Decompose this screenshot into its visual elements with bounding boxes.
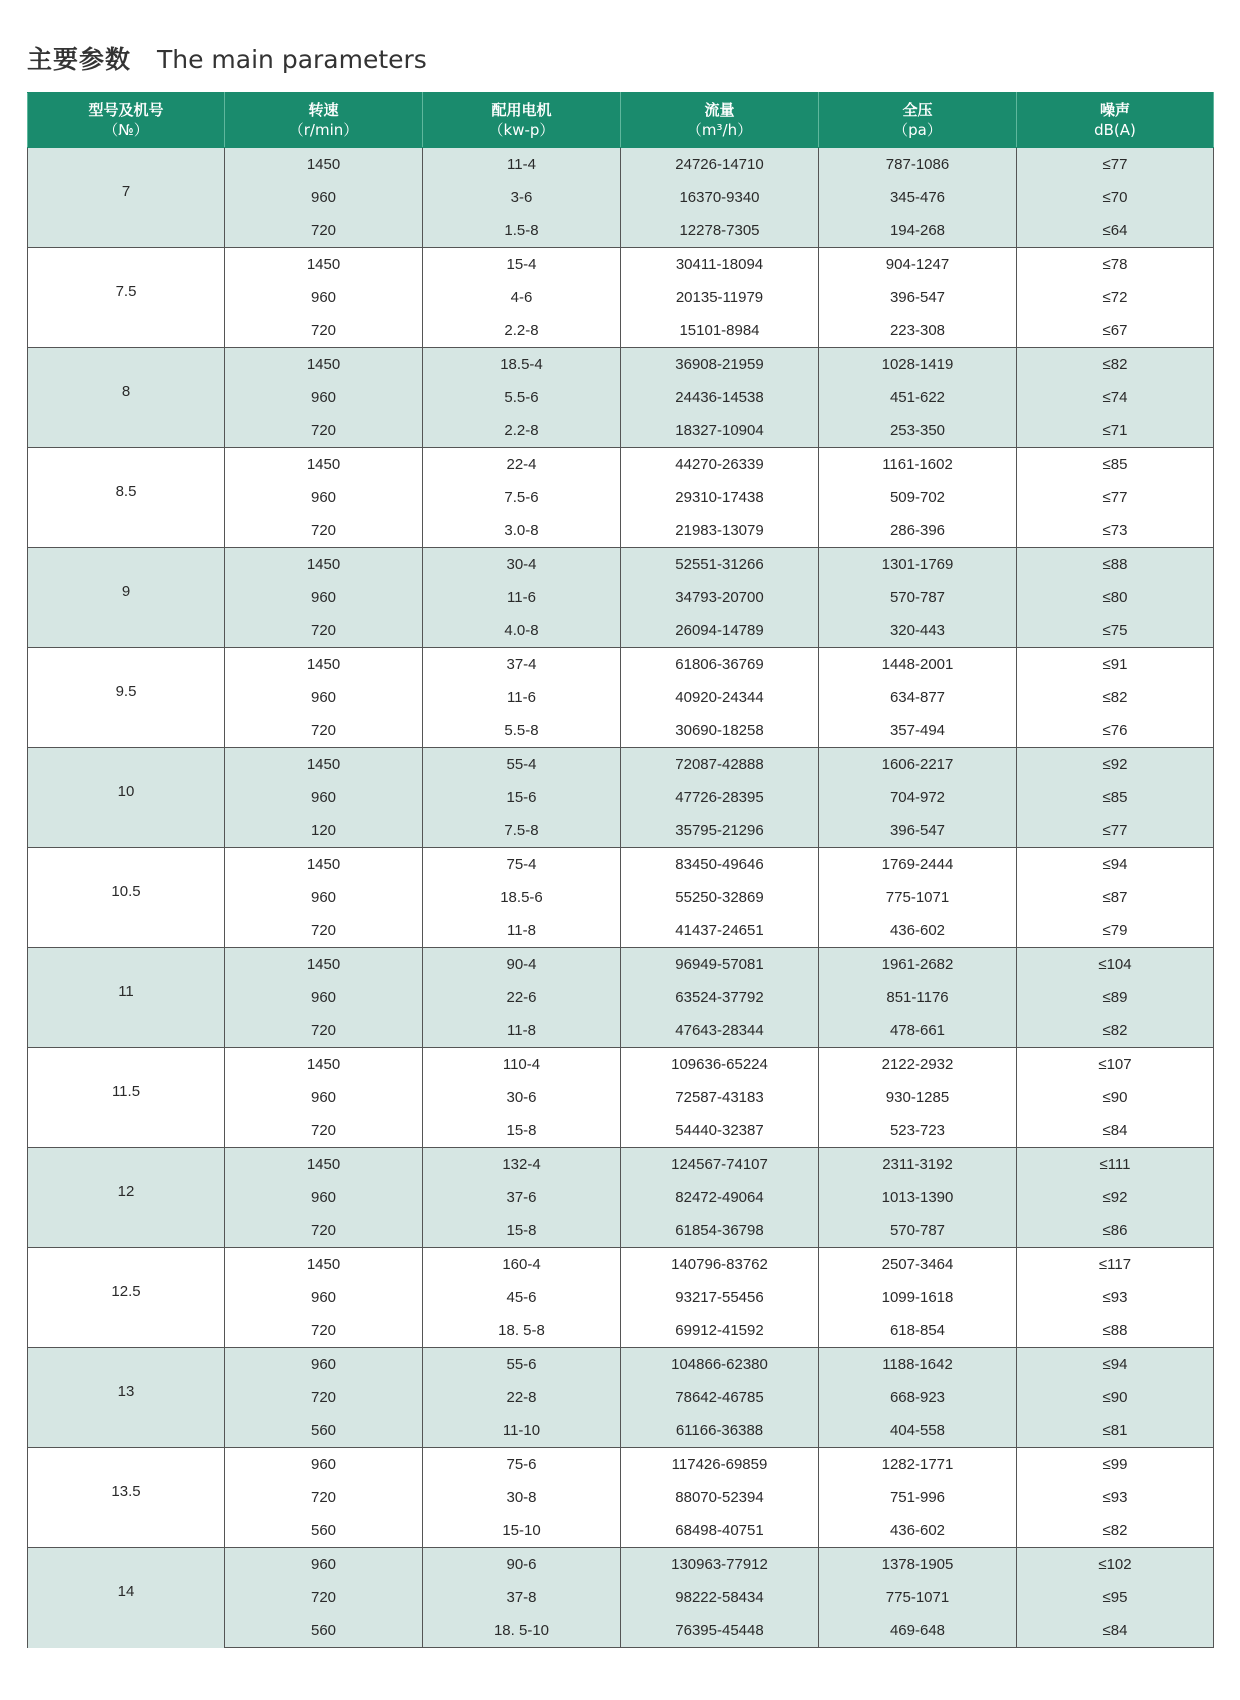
- noise-cell: ≤73: [1017, 514, 1214, 548]
- model-group: [28, 848, 1214, 948]
- pressure-cell: 775-1071: [819, 881, 1017, 914]
- speed-cell: 560: [225, 1514, 423, 1548]
- flow-cell: 54440-32387: [621, 1114, 819, 1148]
- model-cell: 13.5: [28, 1448, 225, 1548]
- motor-cell: 4.0-8: [423, 614, 621, 648]
- col-header-unit: （№）: [103, 121, 149, 139]
- speed-cell: 1450: [225, 948, 423, 982]
- speed-cell: 1450: [225, 1148, 423, 1182]
- model-cell: 7.5: [28, 248, 225, 348]
- flow-cell: 30411-18094: [621, 248, 819, 282]
- motor-cell: 3.0-8: [423, 514, 621, 548]
- model-group: [28, 148, 1214, 248]
- noise-cell: ≤91: [1017, 648, 1214, 682]
- flow-cell: 61806-36769: [621, 648, 819, 682]
- pressure-cell: 930-1285: [819, 1081, 1017, 1114]
- speed-cell: 720: [225, 1381, 423, 1414]
- table-row: [28, 848, 1214, 882]
- flow-cell: 55250-32869: [621, 881, 819, 914]
- motor-cell: 30-6: [423, 1081, 621, 1114]
- motor-cell: 90-4: [423, 948, 621, 982]
- noise-cell: ≤76: [1017, 714, 1214, 748]
- model-group: [28, 648, 1214, 748]
- col-header-noise: [1017, 93, 1214, 148]
- pressure-cell: 904-1247: [819, 248, 1017, 282]
- pressure-cell: 704-972: [819, 781, 1017, 814]
- pressure-cell: 618-854: [819, 1314, 1017, 1348]
- noise-cell: ≤80: [1017, 581, 1214, 614]
- motor-cell: 15-4: [423, 248, 621, 282]
- motor-cell: 11-8: [423, 914, 621, 948]
- speed-cell: 960: [225, 881, 423, 914]
- motor-cell: 11-6: [423, 581, 621, 614]
- noise-cell: ≤85: [1017, 781, 1214, 814]
- motor-cell: 4-6: [423, 281, 621, 314]
- noise-cell: ≤90: [1017, 1081, 1214, 1114]
- motor-cell: 18.5-6: [423, 881, 621, 914]
- motor-cell: 11-8: [423, 1014, 621, 1048]
- pressure-cell: 286-396: [819, 514, 1017, 548]
- flow-cell: 96949-57081: [621, 948, 819, 982]
- motor-cell: 22-8: [423, 1381, 621, 1414]
- col-header-flow: [621, 93, 819, 148]
- noise-cell: ≤93: [1017, 1281, 1214, 1314]
- speed-cell: 720: [225, 1214, 423, 1248]
- col-header-unit: dB(A): [1094, 121, 1136, 139]
- pressure-cell: 320-443: [819, 614, 1017, 648]
- pressure-cell: 1448-2001: [819, 648, 1017, 682]
- model-group: [28, 448, 1214, 548]
- model-cell: 9: [28, 548, 225, 648]
- speed-cell: 1450: [225, 348, 423, 382]
- pressure-cell: 469-648: [819, 1614, 1017, 1648]
- speed-cell: 1450: [225, 748, 423, 782]
- noise-cell: ≤117: [1017, 1248, 1214, 1282]
- flow-cell: 44270-26339: [621, 448, 819, 482]
- noise-cell: ≤88: [1017, 548, 1214, 582]
- model-cell: 9.5: [28, 648, 225, 748]
- pressure-cell: 1028-1419: [819, 348, 1017, 382]
- motor-cell: 22-4: [423, 448, 621, 482]
- model-cell: 10: [28, 748, 225, 848]
- pressure-cell: 357-494: [819, 714, 1017, 748]
- pressure-cell: 404-558: [819, 1414, 1017, 1448]
- flow-cell: 82472-49064: [621, 1181, 819, 1214]
- speed-cell: 960: [225, 1448, 423, 1482]
- flow-cell: 21983-13079: [621, 514, 819, 548]
- flow-cell: 16370-9340: [621, 181, 819, 214]
- pressure-cell: 1606-2217: [819, 748, 1017, 782]
- speed-cell: 1450: [225, 848, 423, 882]
- pressure-cell: 2311-3192: [819, 1148, 1017, 1182]
- motor-cell: 37-6: [423, 1181, 621, 1214]
- flow-cell: 40920-24344: [621, 681, 819, 714]
- speed-cell: 1450: [225, 1248, 423, 1282]
- noise-cell: ≤89: [1017, 981, 1214, 1014]
- noise-cell: ≤74: [1017, 381, 1214, 414]
- speed-cell: 1450: [225, 548, 423, 582]
- pressure-cell: 751-996: [819, 1481, 1017, 1514]
- noise-cell: ≤99: [1017, 1448, 1214, 1482]
- noise-cell: ≤85: [1017, 448, 1214, 482]
- model-group: [28, 948, 1214, 1048]
- pressure-cell: 1161-1602: [819, 448, 1017, 482]
- noise-cell: ≤84: [1017, 1614, 1214, 1648]
- flow-cell: 52551-31266: [621, 548, 819, 582]
- model-cell: 8.5: [28, 448, 225, 548]
- pressure-cell: 668-923: [819, 1381, 1017, 1414]
- col-header-unit: （r/min）: [288, 121, 359, 139]
- speed-cell: 720: [225, 714, 423, 748]
- table-row: [28, 148, 1214, 182]
- flow-cell: 78642-46785: [621, 1381, 819, 1414]
- parameters-table: [27, 92, 1214, 1648]
- table-row: [28, 748, 1214, 782]
- flow-cell: 83450-49646: [621, 848, 819, 882]
- speed-cell: 1450: [225, 648, 423, 682]
- motor-cell: 132-4: [423, 1148, 621, 1182]
- col-header-label: 噪声: [1099, 101, 1130, 119]
- speed-cell: 560: [225, 1414, 423, 1448]
- noise-cell: ≤70: [1017, 181, 1214, 214]
- col-header-unit: （pa）: [893, 121, 942, 139]
- motor-cell: 45-6: [423, 1281, 621, 1314]
- flow-cell: 35795-21296: [621, 814, 819, 848]
- speed-cell: 720: [225, 1581, 423, 1614]
- flow-cell: 72587-43183: [621, 1081, 819, 1114]
- table-row: [28, 1448, 1214, 1482]
- table-row: [28, 1248, 1214, 1282]
- speed-cell: 1450: [225, 1048, 423, 1082]
- motor-cell: 37-4: [423, 648, 621, 682]
- model-cell: 14: [28, 1548, 225, 1648]
- flow-cell: 98222-58434: [621, 1581, 819, 1614]
- table-row: [28, 648, 1214, 682]
- model-cell: 10.5: [28, 848, 225, 948]
- noise-cell: ≤78: [1017, 248, 1214, 282]
- model-group: [28, 748, 1214, 848]
- col-header-speed: [225, 93, 423, 148]
- speed-cell: 720: [225, 1014, 423, 1048]
- model-group: [28, 1448, 1214, 1548]
- flow-cell: 69912-41592: [621, 1314, 819, 1348]
- flow-cell: 41437-24651: [621, 914, 819, 948]
- noise-cell: ≤75: [1017, 614, 1214, 648]
- motor-cell: 18. 5-8: [423, 1314, 621, 1348]
- table-row: [28, 948, 1214, 982]
- pressure-cell: 194-268: [819, 214, 1017, 248]
- motor-cell: 55-4: [423, 748, 621, 782]
- pressure-cell: 1188-1642: [819, 1348, 1017, 1382]
- speed-cell: 720: [225, 914, 423, 948]
- table-row: [28, 248, 1214, 282]
- speed-cell: 720: [225, 314, 423, 348]
- pressure-cell: 1769-2444: [819, 848, 1017, 882]
- speed-cell: 960: [225, 1081, 423, 1114]
- flow-cell: 36908-21959: [621, 348, 819, 382]
- flow-cell: 24726-14710: [621, 148, 819, 182]
- motor-cell: 11-4: [423, 148, 621, 182]
- noise-cell: ≤94: [1017, 1348, 1214, 1382]
- motor-cell: 18.5-4: [423, 348, 621, 382]
- flow-cell: 30690-18258: [621, 714, 819, 748]
- flow-cell: 12278-7305: [621, 214, 819, 248]
- speed-cell: 960: [225, 281, 423, 314]
- noise-cell: ≤82: [1017, 348, 1214, 382]
- speed-cell: 720: [225, 214, 423, 248]
- flow-cell: 124567-74107: [621, 1148, 819, 1182]
- motor-cell: 55-6: [423, 1348, 621, 1382]
- flow-cell: 61854-36798: [621, 1214, 819, 1248]
- motor-cell: 15-10: [423, 1514, 621, 1548]
- pressure-cell: 396-547: [819, 281, 1017, 314]
- noise-cell: ≤82: [1017, 1014, 1214, 1048]
- noise-cell: ≤107: [1017, 1048, 1214, 1082]
- motor-cell: 15-8: [423, 1214, 621, 1248]
- motor-cell: 2.2-8: [423, 314, 621, 348]
- pressure-cell: 634-877: [819, 681, 1017, 714]
- table-row: [28, 1548, 1214, 1582]
- motor-cell: 30-8: [423, 1481, 621, 1514]
- speed-cell: 960: [225, 781, 423, 814]
- motor-cell: 30-4: [423, 548, 621, 582]
- noise-cell: ≤77: [1017, 481, 1214, 514]
- pressure-cell: 523-723: [819, 1114, 1017, 1148]
- col-header-motor: [423, 93, 621, 148]
- noise-cell: ≤81: [1017, 1414, 1214, 1448]
- noise-cell: ≤77: [1017, 148, 1214, 182]
- pressure-cell: 223-308: [819, 314, 1017, 348]
- col-header-pressure: [819, 93, 1017, 148]
- speed-cell: 960: [225, 581, 423, 614]
- noise-cell: ≤79: [1017, 914, 1214, 948]
- motor-cell: 2.2-8: [423, 414, 621, 448]
- page-title: [27, 40, 427, 76]
- pressure-cell: 253-350: [819, 414, 1017, 448]
- pressure-cell: 570-787: [819, 1214, 1017, 1248]
- noise-cell: ≤67: [1017, 314, 1214, 348]
- motor-cell: 11-10: [423, 1414, 621, 1448]
- pressure-cell: 436-602: [819, 1514, 1017, 1548]
- model-cell: 7: [28, 148, 225, 248]
- speed-cell: 960: [225, 681, 423, 714]
- flow-cell: 76395-45448: [621, 1614, 819, 1648]
- pressure-cell: 1378-1905: [819, 1548, 1017, 1582]
- motor-cell: 160-4: [423, 1248, 621, 1282]
- noise-cell: ≤88: [1017, 1314, 1214, 1348]
- noise-cell: ≤94: [1017, 848, 1214, 882]
- model-group: [28, 1148, 1214, 1248]
- table-row: [28, 1048, 1214, 1082]
- page-title-en: The main parameters: [156, 45, 427, 74]
- col-header-unit: （m³/h）: [686, 121, 753, 139]
- col-header-label: 全压: [902, 101, 933, 119]
- flow-cell: 109636-65224: [621, 1048, 819, 1082]
- col-header-label: 配用电机: [491, 101, 552, 119]
- noise-cell: ≤111: [1017, 1148, 1214, 1182]
- noise-cell: ≤82: [1017, 1514, 1214, 1548]
- speed-cell: 720: [225, 1114, 423, 1148]
- noise-cell: ≤92: [1017, 748, 1214, 782]
- speed-cell: 960: [225, 1348, 423, 1382]
- flow-cell: 61166-36388: [621, 1414, 819, 1448]
- table-row: [28, 1348, 1214, 1382]
- flow-cell: 24436-14538: [621, 381, 819, 414]
- model-cell: 12: [28, 1148, 225, 1248]
- speed-cell: 960: [225, 181, 423, 214]
- motor-cell: 18. 5-10: [423, 1614, 621, 1648]
- model-cell: 8: [28, 348, 225, 448]
- flow-cell: 140796-83762: [621, 1248, 819, 1282]
- noise-cell: ≤87: [1017, 881, 1214, 914]
- flow-cell: 34793-20700: [621, 581, 819, 614]
- pressure-cell: 1282-1771: [819, 1448, 1017, 1482]
- pressure-cell: 851-1176: [819, 981, 1017, 1014]
- flow-cell: 88070-52394: [621, 1481, 819, 1514]
- pressure-cell: 2122-2932: [819, 1048, 1017, 1082]
- model-group: [28, 548, 1214, 648]
- table-row: [28, 1148, 1214, 1182]
- motor-cell: 90-6: [423, 1548, 621, 1582]
- speed-cell: 960: [225, 1548, 423, 1582]
- motor-cell: 75-4: [423, 848, 621, 882]
- model-group: [28, 1348, 1214, 1448]
- flow-cell: 15101-8984: [621, 314, 819, 348]
- speed-cell: 1450: [225, 448, 423, 482]
- motor-cell: 7.5-6: [423, 481, 621, 514]
- flow-cell: 68498-40751: [621, 1514, 819, 1548]
- motor-cell: 110-4: [423, 1048, 621, 1082]
- noise-cell: ≤77: [1017, 814, 1214, 848]
- motor-cell: 15-8: [423, 1114, 621, 1148]
- speed-cell: 960: [225, 381, 423, 414]
- speed-cell: 960: [225, 981, 423, 1014]
- noise-cell: ≤90: [1017, 1381, 1214, 1414]
- speed-cell: 720: [225, 614, 423, 648]
- model-cell: 11: [28, 948, 225, 1048]
- flow-cell: 18327-10904: [621, 414, 819, 448]
- speed-cell: 120: [225, 814, 423, 848]
- flow-cell: 29310-17438: [621, 481, 819, 514]
- pressure-cell: 787-1086: [819, 148, 1017, 182]
- col-header-label: 型号及机号: [88, 101, 164, 119]
- flow-cell: 93217-55456: [621, 1281, 819, 1314]
- pressure-cell: 478-661: [819, 1014, 1017, 1048]
- motor-cell: 5.5-8: [423, 714, 621, 748]
- flow-cell: 130963-77912: [621, 1548, 819, 1582]
- motor-cell: 5.5-6: [423, 381, 621, 414]
- pressure-cell: 2507-3464: [819, 1248, 1017, 1282]
- motor-cell: 37-8: [423, 1581, 621, 1614]
- noise-cell: ≤102: [1017, 1548, 1214, 1582]
- motor-cell: 7.5-8: [423, 814, 621, 848]
- table-header: [28, 93, 1214, 148]
- flow-cell: 20135-11979: [621, 281, 819, 314]
- speed-cell: 720: [225, 514, 423, 548]
- flow-cell: 26094-14789: [621, 614, 819, 648]
- noise-cell: ≤93: [1017, 1481, 1214, 1514]
- flow-cell: 117426-69859: [621, 1448, 819, 1482]
- motor-cell: 15-6: [423, 781, 621, 814]
- flow-cell: 104866-62380: [621, 1348, 819, 1382]
- speed-cell: 560: [225, 1614, 423, 1648]
- speed-cell: 1450: [225, 248, 423, 282]
- model-cell: 12.5: [28, 1248, 225, 1348]
- model-group: [28, 1048, 1214, 1148]
- table-row: [28, 448, 1214, 482]
- page-title-zh: 主要参数: [27, 45, 132, 74]
- table-row: [28, 348, 1214, 382]
- pressure-cell: 396-547: [819, 814, 1017, 848]
- motor-cell: 75-6: [423, 1448, 621, 1482]
- flow-cell: 63524-37792: [621, 981, 819, 1014]
- noise-cell: ≤92: [1017, 1181, 1214, 1214]
- motor-cell: 1.5-8: [423, 214, 621, 248]
- pressure-cell: 345-476: [819, 181, 1017, 214]
- model-cell: 11.5: [28, 1048, 225, 1148]
- noise-cell: ≤82: [1017, 681, 1214, 714]
- speed-cell: 960: [225, 1181, 423, 1214]
- col-header-unit: （kw-p）: [488, 121, 555, 139]
- noise-cell: ≤86: [1017, 1214, 1214, 1248]
- pressure-cell: 436-602: [819, 914, 1017, 948]
- noise-cell: ≤104: [1017, 948, 1214, 982]
- model-cell: 13: [28, 1348, 225, 1448]
- model-group: [28, 348, 1214, 448]
- pressure-cell: 1099-1618: [819, 1281, 1017, 1314]
- pressure-cell: 509-702: [819, 481, 1017, 514]
- speed-cell: 720: [225, 1314, 423, 1348]
- speed-cell: 960: [225, 481, 423, 514]
- pressure-cell: 775-1071: [819, 1581, 1017, 1614]
- flow-cell: 72087-42888: [621, 748, 819, 782]
- pressure-cell: 451-622: [819, 381, 1017, 414]
- flow-cell: 47643-28344: [621, 1014, 819, 1048]
- pressure-cell: 1961-2682: [819, 948, 1017, 982]
- motor-cell: 22-6: [423, 981, 621, 1014]
- noise-cell: ≤95: [1017, 1581, 1214, 1614]
- motor-cell: 11-6: [423, 681, 621, 714]
- speed-cell: 960: [225, 1281, 423, 1314]
- noise-cell: ≤84: [1017, 1114, 1214, 1148]
- flow-cell: 47726-28395: [621, 781, 819, 814]
- speed-cell: 720: [225, 414, 423, 448]
- speed-cell: 1450: [225, 148, 423, 182]
- motor-cell: 3-6: [423, 181, 621, 214]
- noise-cell: ≤72: [1017, 281, 1214, 314]
- header-row: [28, 93, 1214, 148]
- noise-cell: ≤71: [1017, 414, 1214, 448]
- pressure-cell: 1013-1390: [819, 1181, 1017, 1214]
- model-group: [28, 1548, 1214, 1648]
- pressure-cell: 1301-1769: [819, 548, 1017, 582]
- speed-cell: 720: [225, 1481, 423, 1514]
- pressure-cell: 570-787: [819, 581, 1017, 614]
- col-header-label: 转速: [308, 101, 339, 119]
- col-header-model: [28, 93, 225, 148]
- model-group: [28, 1248, 1214, 1348]
- noise-cell: ≤64: [1017, 214, 1214, 248]
- model-group: [28, 248, 1214, 348]
- table-row: [28, 548, 1214, 582]
- col-header-label: 流量: [704, 101, 735, 119]
